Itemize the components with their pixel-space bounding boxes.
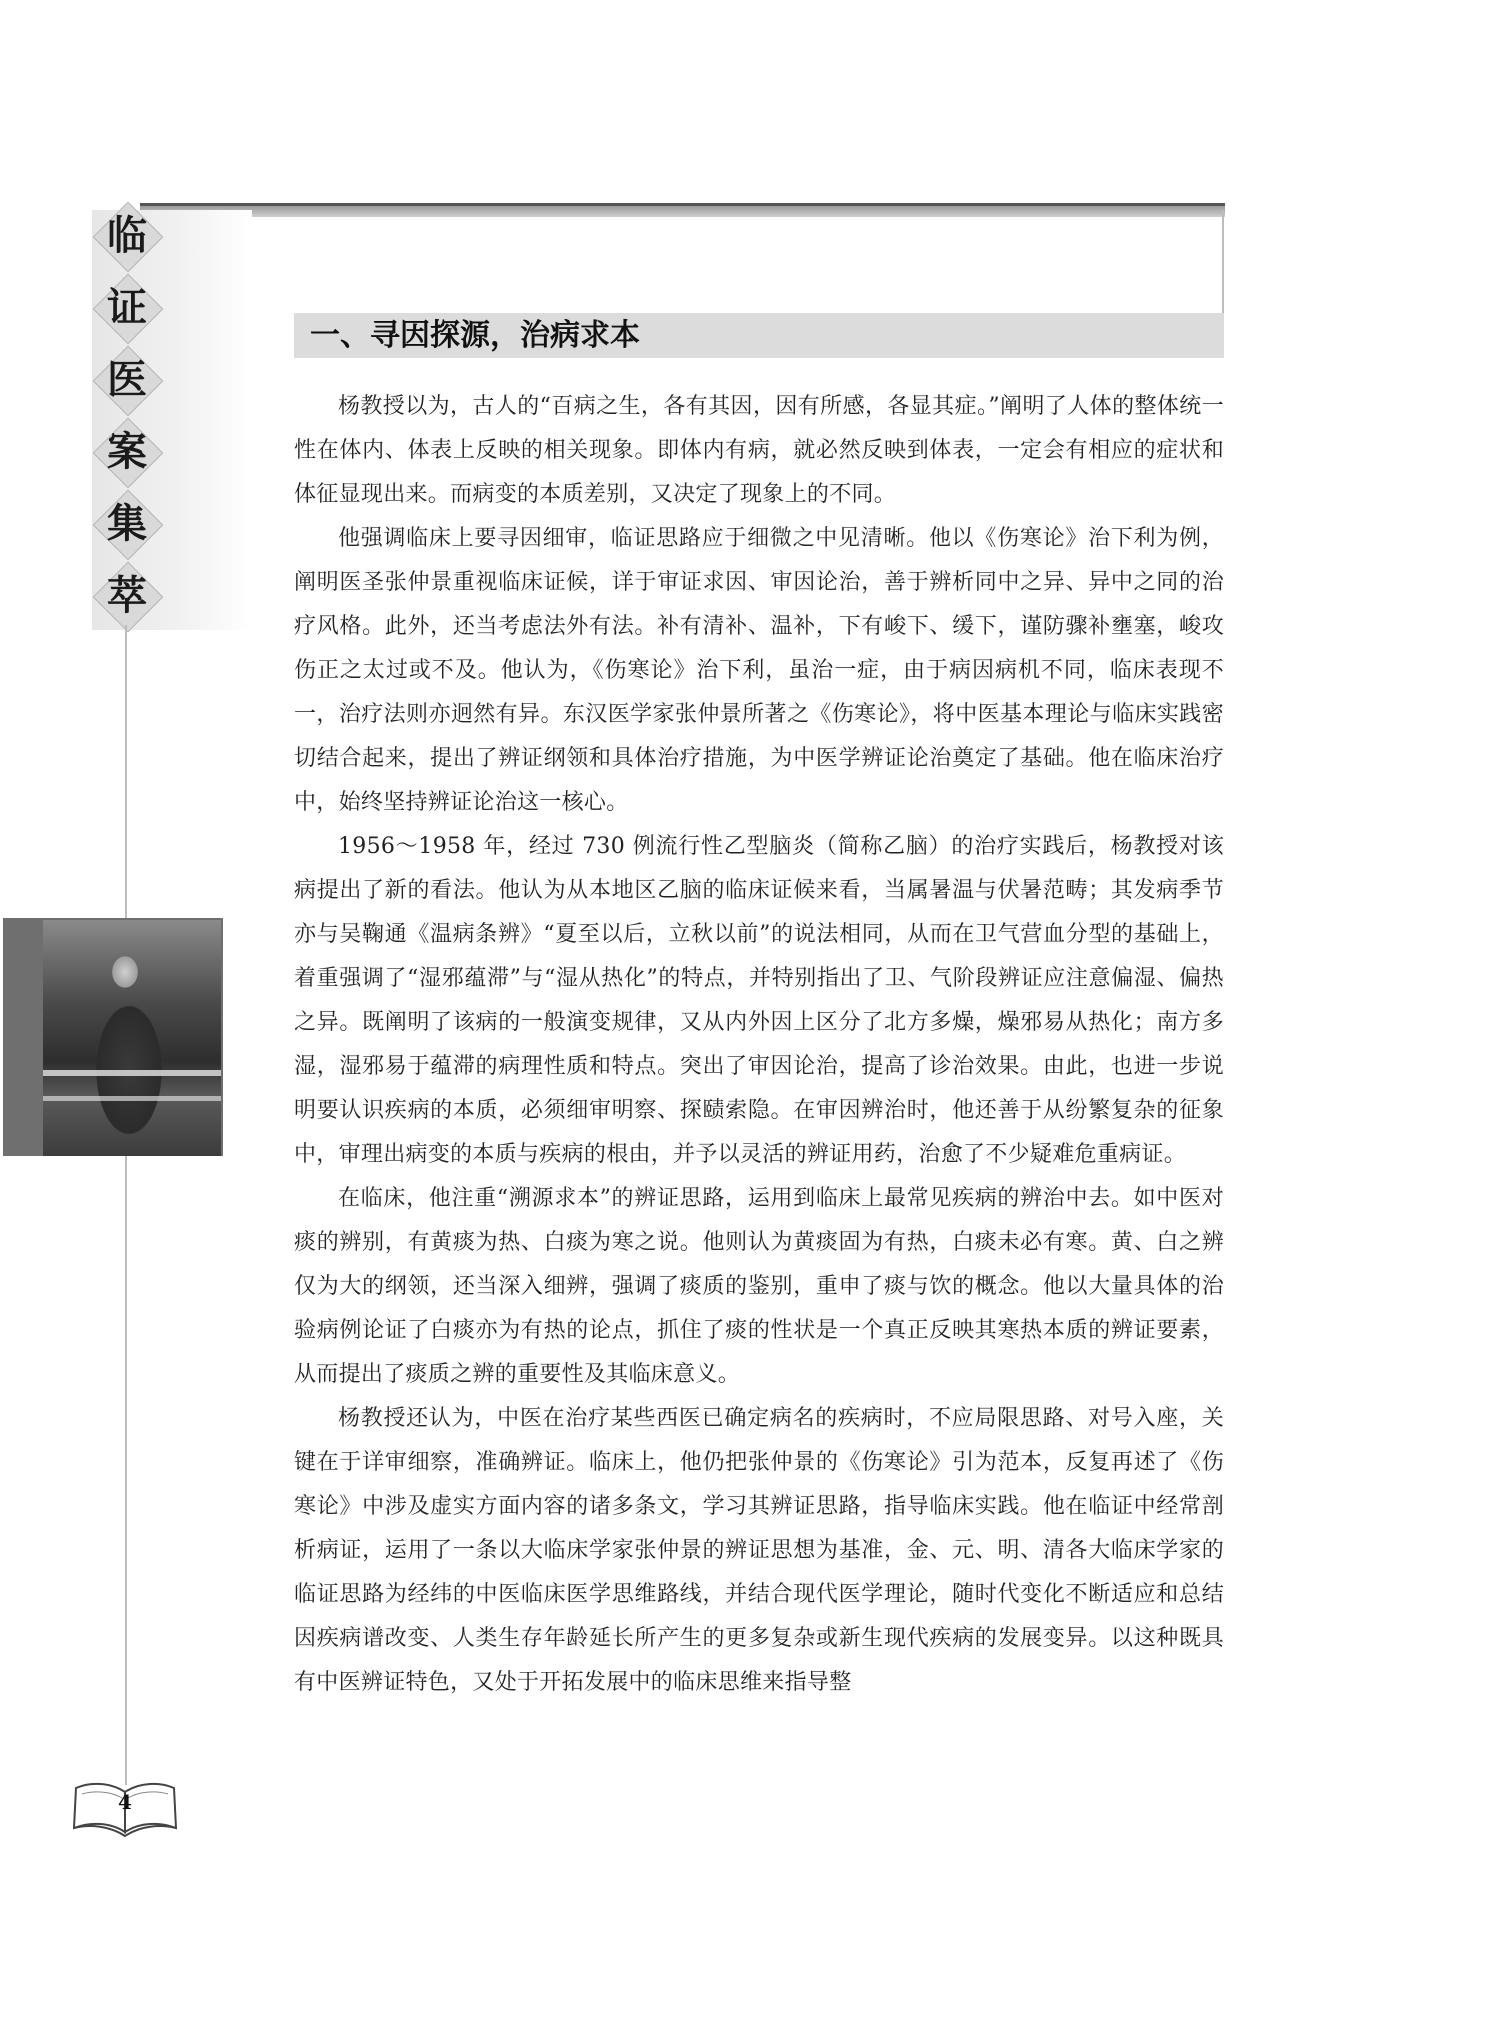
series-title-char: 集 bbox=[92, 488, 162, 560]
series-title-char: 证 bbox=[92, 272, 162, 344]
series-title-char: 萃 bbox=[92, 560, 162, 632]
portrait-photo bbox=[43, 920, 221, 1156]
paragraph: 他强调临床上要寻因细审，临证思路应于细微之中见清晰。他以《伤寒论》治下利为例，阐明医圣张仲景重视临床证候，详于审证求因、审因论治，善于辨析同中之异、异中之同的治疗风格。此外，还当考虑法外有法。补有清补、温补，下有峻下、缓下，谨防骤补壅塞，峻攻伤正之太过或不及。他认为，《伤寒论》治下利，虽治一症，由于病因病机不同，临床表现不一，治疗法则亦迥然有异。东汉医学家张仲景所著之《伤寒论》，将中医基本理论与临床实践密切结合起来，提出了辨证纲领和具体治疗措施，为中医学辨证论治奠定了基础。他在临床治疗中，始终坚持辨证论治这一核心。 bbox=[294, 526, 1224, 815]
paragraph: 杨教授以为，古人的“百病之生，各有其因，因有所感，各显其症。”阐明了人体的整体统一性在体内、体表上反映的相关现象。即体内有病，就必然反映到体表，一定会有相应的症状和体征显现出来。而病变的本质差别，又决定了现象上的不同。 bbox=[294, 394, 1224, 507]
series-title-char: 临 bbox=[92, 200, 162, 272]
header-rule bbox=[140, 203, 1225, 217]
paragraph: 在临床，他注重“溯源求本”的辨证思路，运用到临床上最常见疾病的辨治中去。如中医对痰的辨别，有黄痰为热、白痰为寒之说。他则认为黄痰固为有热，白痰未必有寒。黄、白之辨仅为大的纲领，还当深入细辨，强调了痰质的鉴别，重申了痰与饮的概念。他以大量具体的治验病例论证了白痰亦为有热的论点，抓住了痰的性状是一个真正反映其寒热本质的辨证要素，从而提出了痰质之辨的重要性及其临床意义。 bbox=[294, 1186, 1224, 1387]
series-title bbox=[92, 200, 162, 632]
section-heading-text: 一、寻因探源，治病求本 bbox=[310, 318, 640, 353]
series-title-char: 医 bbox=[92, 344, 162, 416]
paragraph: 杨教授还认为，中医在治疗某些西医已确定病名的疾病时，不应局限思路、对号入座，关键在于详审细察，准确辨证。临床上，他仍把张仲景的《伤寒论》引为范本，反复再述了《伤寒论》中涉及虚实方面内容的诸多条文，学习其辨证思路，指导临床实践。他在临证中经常剖析病证，运用了一条以大临床学家张仲景的辨证思想为基准，金、元、明、清各大临床学家的临证思路为经纬的中医临床医学思维路线，并结合现代医学理论，随时代变化不断适应和总结因疾病谱改变、人类生存年龄延长所产生的更多复杂或新生现代疾病的发展变异。以这种既具有中医辨证特色，又处于开拓发展中的临床思维来指导整 bbox=[294, 1406, 1224, 1695]
page-number: 4 bbox=[118, 1790, 132, 1814]
series-title-char: 案 bbox=[92, 416, 162, 488]
open-book-icon bbox=[70, 1778, 180, 1838]
section-heading bbox=[294, 313, 1224, 358]
body-text bbox=[294, 385, 1224, 1705]
paragraph: 1956～1958 年，经过 730 例流行性乙型脑炎（简称乙脑）的治疗实践后，杨教授对该病提出了新的看法。他认为从本地区乙脑的临床证候来看，当属暑温与伏暑范畴；其发病季节亦与吴鞠通《温病条辨》“夏至以后，立秋以前”的说法相同，从而在卫气营血分型的基础上，着重强调了“湿邪蕴滞”与“湿从热化”的特点，并特别指出了卫、气阶段辨证应注意偏湿、偏热之异。既阐明了该病的一般演变规律，又从内外因上区分了北方多燥，燥邪易从热化；南方多湿，湿邪易于蕴滞的病理性质和特点。突出了审因论治，提高了诊治效果。由此，也进一步说明要认识疾病的本质，必须细审明察、探赜索隐。在审因辨治时，他还善于从纷繁复杂的征象中，审理出病变的本质与疾病的根由，并予以灵活的辨证用药，治愈了不少疑难危重病证。 bbox=[294, 834, 1224, 1167]
margin-line bbox=[125, 625, 127, 1785]
